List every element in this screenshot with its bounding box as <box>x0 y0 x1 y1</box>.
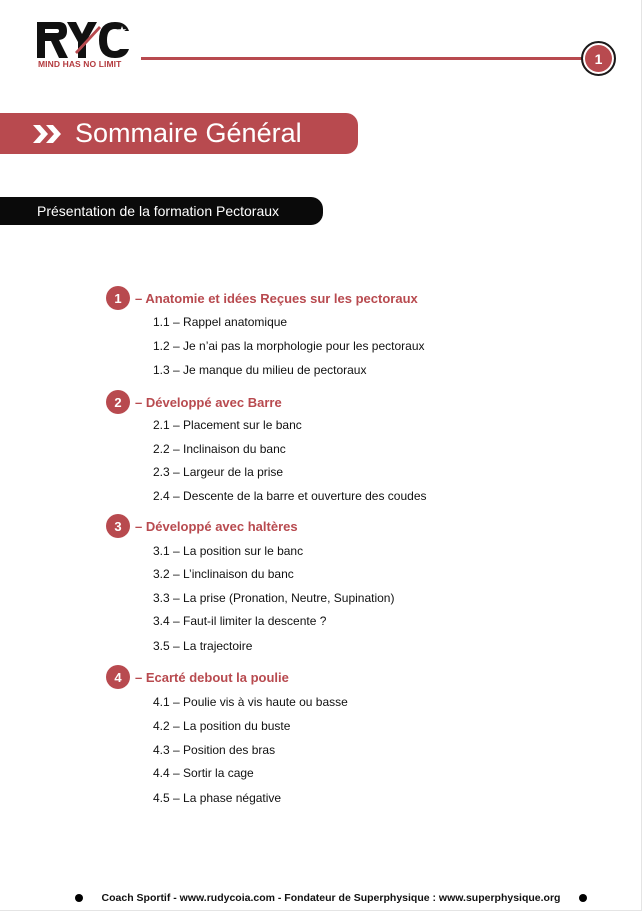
page-number-badge: 1 <box>581 41 616 76</box>
toc-item[interactable]: 1.3 – Je manque du milieu de pectoraux <box>153 363 367 377</box>
toc-item[interactable]: 2.2 – Inclinaison du banc <box>153 442 286 456</box>
footer-text: Coach Sportif - www.rudycoia.com - Fondateur de Superphysique : www.superphysique.org <box>101 892 561 904</box>
toc-item[interactable]: 1.2 – Je n’ai pas la morphologie pour les pectoraux <box>153 339 425 353</box>
subtitle-bar <box>0 197 323 225</box>
subtitle-text: Présentation de la formation Pectoraux <box>37 203 280 219</box>
title-banner <box>0 113 358 154</box>
section-number-badge: 2 <box>106 390 130 414</box>
section-number-badge: 4 <box>106 665 130 689</box>
page-title: Sommaire Général <box>75 118 302 148</box>
toc-item[interactable]: 4.1 – Poulie vis à vis haute ou basse <box>153 695 348 709</box>
header-divider <box>141 57 585 60</box>
section-number-badge: 3 <box>106 514 130 538</box>
section-number-badge: 1 <box>106 286 130 310</box>
toc-item[interactable]: 3.4 – Faut-il limiter la descente ? <box>153 614 327 628</box>
toc-section-2[interactable] <box>106 390 282 414</box>
toc-item[interactable]: 4.5 – La phase négative <box>153 791 282 805</box>
section-title: – Développé avec haltères <box>135 518 298 534</box>
section-title: – Anatomie et idées Reçues sur les pectoraux <box>135 290 418 306</box>
toc-item[interactable]: 4.4 – Sortir la cage <box>153 766 254 780</box>
toc-item[interactable]: 3.2 – L’inclinaison du banc <box>153 567 294 581</box>
section-title: – Développé avec Barre <box>135 394 282 410</box>
ryc-logo-mark <box>37 22 129 58</box>
toc-item[interactable]: 2.4 – Descente de la barre et ouverture des coudes <box>153 489 427 503</box>
toc-item[interactable]: 2.3 – Largeur de la prise <box>153 465 284 479</box>
bullet-dot-icon <box>579 894 587 902</box>
toc-section-1[interactable] <box>106 286 418 310</box>
double-chevron-right-icon <box>32 124 64 144</box>
toc-item[interactable]: 3.3 – La prise (Pronation, Neutre, Supination) <box>153 591 395 605</box>
bullet-dot-icon <box>75 894 83 902</box>
page-footer <box>75 891 587 905</box>
toc-item[interactable]: 3.1 – La position sur le banc <box>153 544 304 558</box>
toc-item[interactable]: 4.3 – Position des bras <box>153 743 276 757</box>
ryc-logo <box>37 22 133 70</box>
toc-section-3[interactable] <box>106 514 298 538</box>
logo-tagline: MIND HAS NO LIMIT <box>38 59 122 69</box>
toc-item[interactable]: 2.1 – Placement sur le banc <box>153 418 302 432</box>
toc-section-4[interactable] <box>106 665 289 689</box>
section-title: – Ecarté debout la poulie <box>135 669 289 685</box>
toc-item[interactable]: 3.5 – La trajectoire <box>153 639 253 653</box>
toc-item[interactable]: 1.1 – Rappel anatomique <box>153 315 288 329</box>
toc-item[interactable]: 4.2 – La position du buste <box>153 719 291 733</box>
